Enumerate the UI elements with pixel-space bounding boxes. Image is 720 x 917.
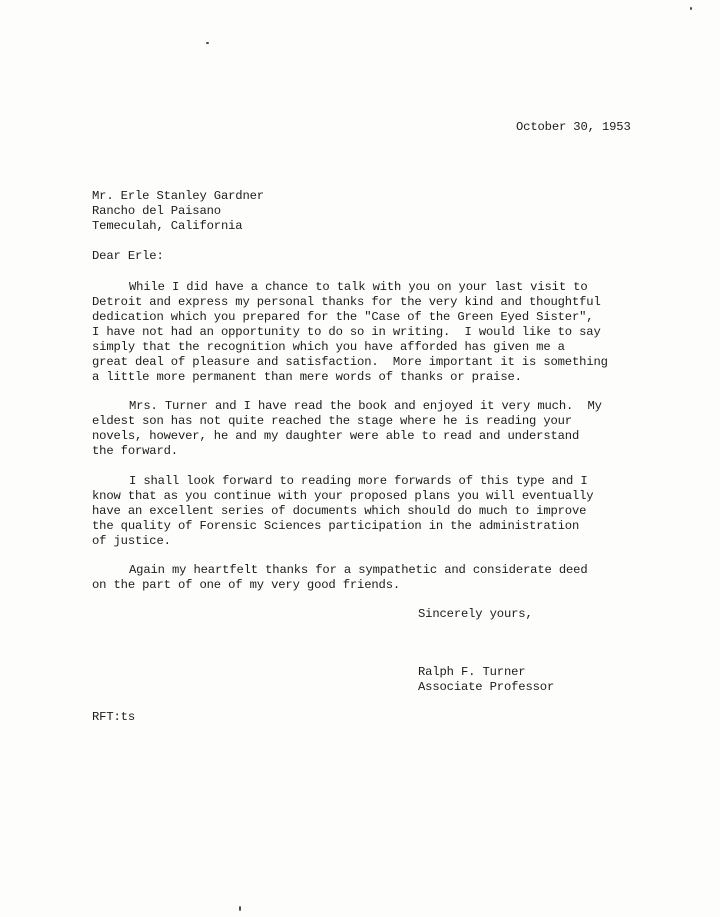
paragraph3-line: have an excellent series of documents which should do much to improve [92,504,587,518]
paragraph1-line: Detroit and express my personal thanks for the very kind and thoughtful [92,295,601,309]
paragraph3-line: the quality of Forensic Sciences participation in the administration [92,519,580,533]
paragraph2-line: eldest son has not quite reached the stage where he is reading your [92,414,572,428]
paragraph2-line: the forward. [92,444,178,458]
paragraph4-line: Again my heartfelt thanks for a sympathetic and considerate deed [129,563,588,577]
recipient-address-line2: Temeculah, California [92,219,243,233]
paragraph1-line: While I did have a chance to talk with you on your last visit to [129,280,588,294]
paragraph3-line: know that as you continue with your proposed plans you will eventually [92,489,594,503]
signer-name: Ralph F. Turner [418,665,526,679]
paragraph1-line: great deal of pleasure and satisfaction. More important it is something [92,355,608,369]
paragraph3-line: of justice. [92,534,171,548]
signer-title: Associate Professor [418,680,555,694]
scan-speck [690,7,692,10]
paragraph1-line: I have not had an opportunity to do so in writing. I would like to say [92,325,601,339]
paragraph1-line: a little more permanent than mere words of thanks or praise. [92,370,522,384]
recipient-address-line1: Rancho del Paisano [92,204,221,218]
scan-speck [239,906,241,911]
paragraph1-line: dedication which you prepared for the "Case of the Green Eyed Sister", [92,310,594,324]
reference-initials: RFT:ts [92,710,135,724]
scan-speck [206,42,209,44]
letter-date: October 30, 1953 [516,120,631,134]
recipient-name: Mr. Erle Stanley Gardner [92,189,264,203]
paragraph2-line: Mrs. Turner and I have read the book and enjoyed it very much. My [129,399,602,413]
paragraph2-line: novels, however, he and my daughter were able to read and understand [92,429,580,443]
salutation: Dear Erle: [92,249,164,263]
paragraph4-line: on the part of one of my very good friends. [92,578,401,592]
closing: Sincerely yours, [418,607,533,621]
paragraph3-line: I shall look forward to reading more forwards of this type and I [129,474,588,488]
paragraph1-line: simply that the recognition which you have afforded has given me a [92,340,565,354]
